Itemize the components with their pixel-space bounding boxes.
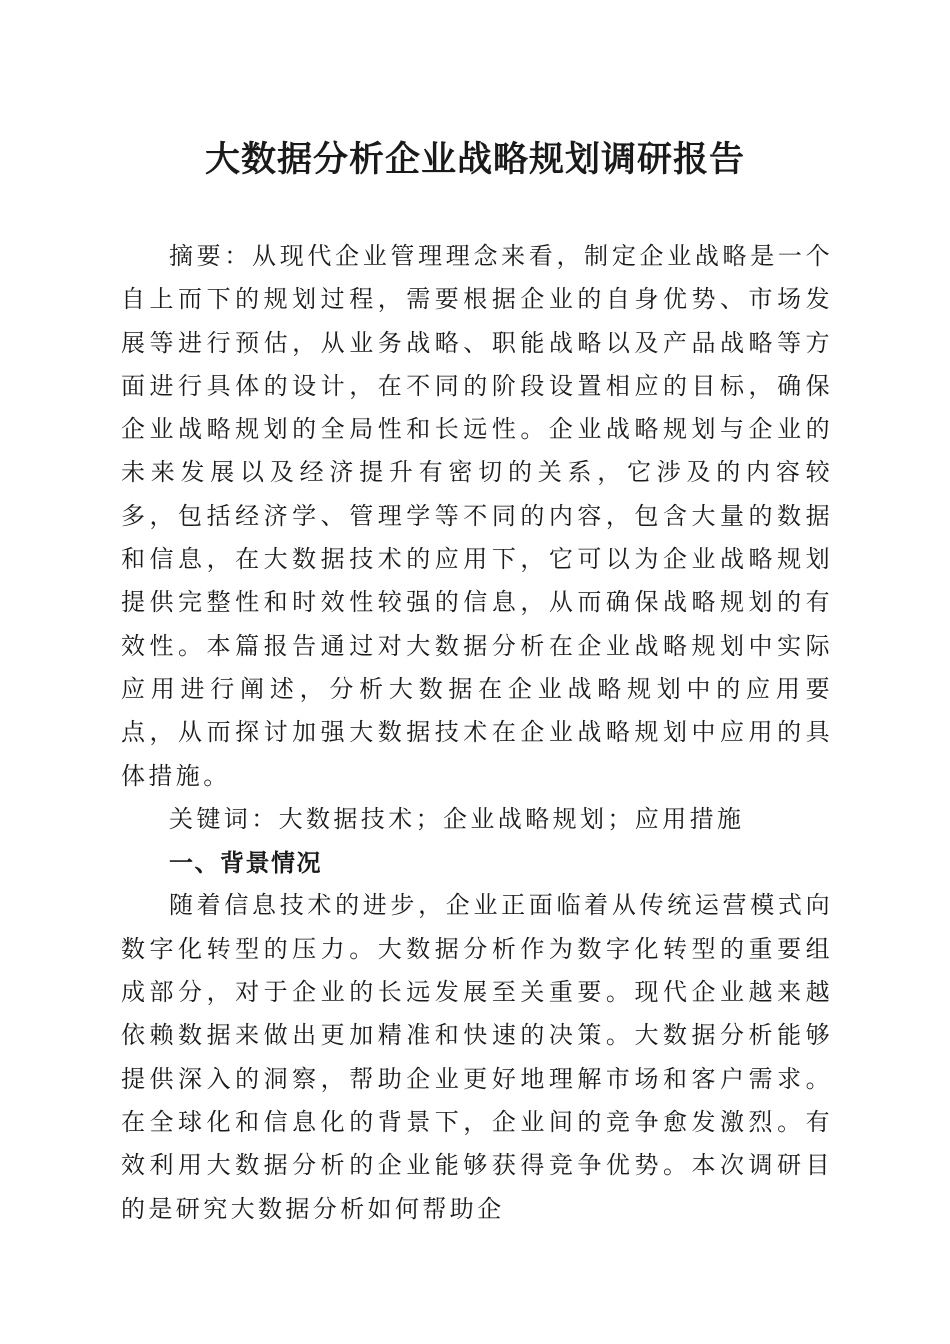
section-heading-background: 一、背景情况 (169, 848, 322, 878)
background-paragraph: 随着信息技术的进步，企业正面临着从传统运营模式向数字化转型的压力。大数据分析作为数字化转型的重要组成部分，对于企业的长远发展至关重要。现代企业越来越依赖数据来做出更加精准和快速的决策。大数据分析能够提供深入的洞察，帮助企业更好地理解市场和客户需求。在全球化和信息化的背景下，企业间的竞争愈发激烈。有效利用大数据分析的企业能够获得竞争优势。本次调研目的是研究大数据分析如何帮助企 (121, 891, 833, 1223)
document-title: 大数据分析企业战略规划调研报告 (204, 139, 745, 180)
abstract-paragraph: 摘要：从现代企业管理理念来看，制定企业战略是一个自上而下的规划过程，需要根据企业的自身优势、市场发展等进行预估，从业务战略、职能战略以及产品战略等方面进行具体的设计，在不同的阶段设置相应的目标，确保企业战略规划的全局性和长远性。企业战略规划与企业的未来发展以及经济提升有密切的关系，它涉及的内容较多，包括经济学、管理学等不同的内容，包含大量的数据和信息，在大数据技术的应用下，它可以为企业战略规划提供完整性和时效性较强的信息，从而确保战略规划的有效性。本篇报告通过对大数据分析在企业战略规划中实际应用进行阐述，分析大数据在企业战略规划中的应用要点，从而探讨加强大数据技术在企业战略规划中应用的具体措施。 (121, 242, 833, 790)
keywords-paragraph: 关键词：大数据技术；企业战略规划；应用措施 (169, 804, 745, 833)
document-body (121, 235, 833, 1231)
